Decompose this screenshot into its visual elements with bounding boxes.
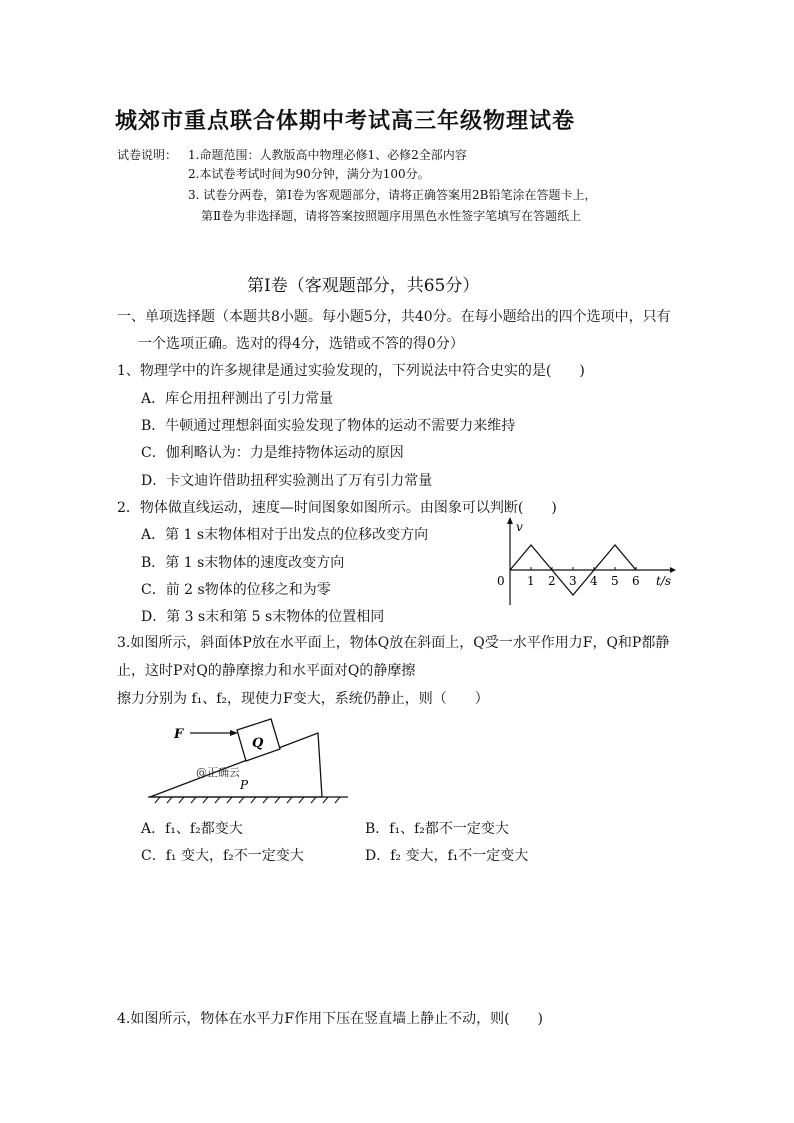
q3-stem-line1: 3.如图所示，斜面体P放在水平面上，物体Q放在斜面上，Q受一水平作用力F，Q和P都静 <box>117 635 670 651</box>
exam-title: 城郊市重点联合体期中考试高三年级物理试卷 <box>115 108 576 134</box>
wedge-p-label: P <box>240 778 249 792</box>
t-axis-arrow-icon <box>670 567 676 573</box>
vt-graph-origin-label: 0 <box>497 574 505 588</box>
block-q-label: Q <box>252 736 264 751</box>
q1-option-d: D．卡文迪许借助扭秤实验测出了万有引力常量 <box>141 473 433 489</box>
q4-stem: 4.如图所示，物体在水平力F作用下压在竖直墙上静止不动，则( ) <box>117 1011 543 1027</box>
force-f-label: F <box>174 727 184 742</box>
q2-option-a: A．第 1 s末物体相对于出发点的位移改变方向 <box>141 527 429 543</box>
note-item-3: 3. 试卷分两卷，第Ⅰ卷为客观题部分，请将正确答案用2B铅笔涂在答题卡上， <box>188 188 597 202</box>
q2-option-b: B．第 1 s末物体的速度改变方向 <box>141 555 345 571</box>
section-title: 第Ⅰ卷（客观题部分，共65分） <box>247 276 480 296</box>
q3-option-a: A．f₁、f₂都变大 <box>141 821 243 837</box>
vt-graph <box>490 515 680 610</box>
vt-graph-tick-3: 3 <box>569 574 577 588</box>
q3-stem-line2: 止，这时P对Q的静摩擦力和水平面对Q的静摩擦 <box>117 663 416 679</box>
q3-option-b: B．f₁、f₂都不一定变大 <box>365 821 509 837</box>
q1-stem: 1、物理学中的许多规律是通过实验发现的，下列说法中符合史实的是( ) <box>117 363 585 379</box>
vt-graph-tick-2: 2 <box>548 574 556 588</box>
vt-graph-tick-4: 4 <box>590 574 598 588</box>
vt-graph-tick-5: 5 <box>611 574 619 588</box>
q3-option-c: C．f₁ 变大，f₂不一定变大 <box>141 848 304 864</box>
vt-graph-x-label: t/s <box>656 574 672 588</box>
vt-graph-tick-6: 6 <box>632 574 640 588</box>
v-axis-arrow-icon <box>507 517 513 524</box>
q2-option-c: C．前 2 s物体的位移之和为零 <box>141 582 331 598</box>
notes-label: 试卷说明： <box>117 148 178 162</box>
vt-graph-tick-1: 1 <box>527 574 535 588</box>
note-item-1: 1.命题范围：人教版高中物理必修1、必修2全部内容 <box>188 148 467 162</box>
q3-stem-line3: 擦力分别为 f₁、f₂，现使力F变大，系统仍静止，则（ ） <box>117 691 489 707</box>
q3-option-d: D．f₂ 变大，f₁不一定变大 <box>365 848 529 864</box>
figure-watermark: @正确云 <box>196 766 240 779</box>
q2-stem: 2．物体做直线运动，速度—时间图象如图所示。由图象可以判断( ) <box>117 500 557 516</box>
vt-graph-y-label: v <box>516 520 523 534</box>
note-item-4: 第Ⅱ卷为非选择题，请将答案按照题序用黑色水性签字笔填写在答题纸上 <box>201 209 582 223</box>
incline-figure <box>140 715 355 810</box>
wedge-p <box>150 733 322 797</box>
q2-option-d: D．第 3 s末和第 5 s末物体的位置相同 <box>141 609 385 625</box>
q1-option-b: B．牛顿通过理想斜面实验发现了物体的运动不需要力来维持 <box>141 418 516 434</box>
q1-option-c: C．伽利略认为：力是维持物体运动的原因 <box>141 445 404 461</box>
ground-hatching <box>155 797 340 803</box>
part1-instructions-line2: 一个选项正确。选对的得4分，选错或不答的得0分） <box>138 336 464 352</box>
part1-instructions-line1: 一、单项选择题（本题共8小题。每小题5分，共40分。在每小题给出的四个选项中，只有 <box>117 309 671 325</box>
note-item-2: 2.本试卷考试时间为90分钟，满分为100分。 <box>188 167 430 181</box>
q1-option-a: A．库仑用扭秤测出了引力常量 <box>141 391 334 407</box>
